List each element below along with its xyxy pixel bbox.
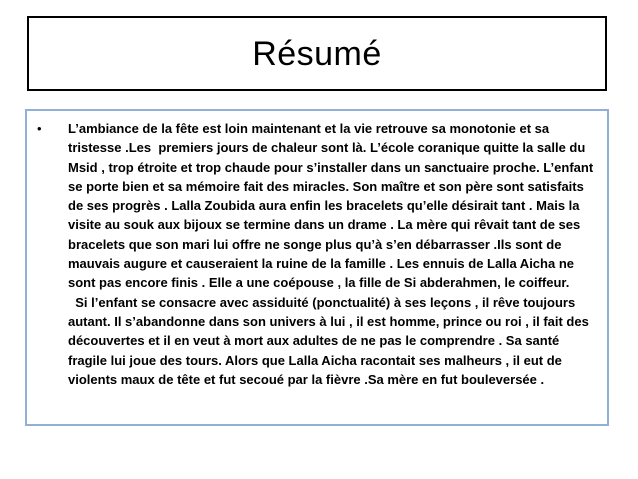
bullet-item xyxy=(35,119,597,389)
bullet-icon: • xyxy=(37,121,42,136)
summary-paragraph-1: L’ambiance de la fête est loin maintenant et la vie retrouve sa monotonie et sa tristesse .Les premiers jours de chaleur sont là. L’école coranique quitte la salle du Msid , trop étroite et trop chaude pour s’installer dans un sanctuaire proche. L’enfant se porte bien et sa mémoire fait des miracles. Son maître et son père sont satisfaits de ses progrès . Lalla Zoubida aura enfin les bracelets qu’elle désirait tant . Mais la visite au souk aux bijoux se termine dans un drame . La mère qui rêvait tant de ses bracelets que son mari lui offre ne songe plus qu’à s’en débarrasser .Ils sont de mauvais augure et causeraient la ruine de la famille . Les ennuis de Lalla Aicha ne sont pas encore finis . Elle a une coépouse , la fille de Si abderahmen, le coiffeur. xyxy=(68,121,597,291)
slide-title: Résumé xyxy=(252,35,382,73)
summary-paragraph-2: Si l’enfant se consacre avec assiduité (ponctualité) à ses leçons , il rêve toujours autant. Il s’abandonne dans son univers à lui , il est homme, prince ou roi , il fait des découvertes et il en veut à mort aux adultes de ne pas le comprendre . Sa santé fragile lui joue des tours. Alors que Lalla Aicha racontait ses malheurs , il eut de violents maux de tête et fut secoué par la fièvre .Sa mère en fut bouleversée . xyxy=(68,294,593,387)
title-box xyxy=(27,16,607,91)
content-box xyxy=(25,109,609,426)
bullet-text xyxy=(68,119,597,389)
